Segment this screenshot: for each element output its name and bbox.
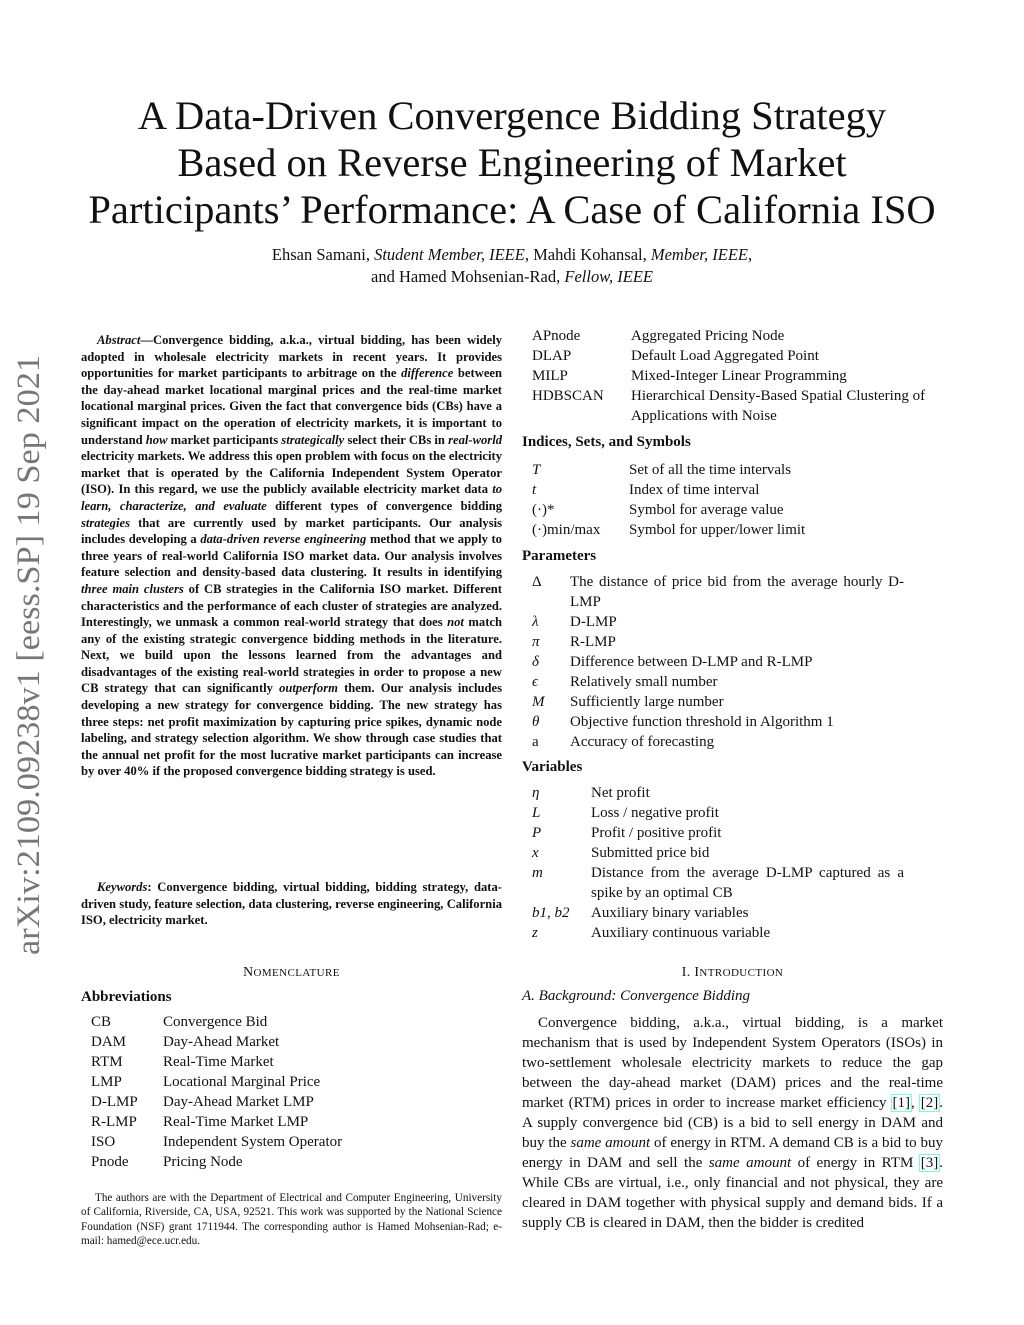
param-value: The distance of price bid from the average hourly D-LMP — [570, 574, 904, 610]
param-value: Sufficiently large number — [570, 694, 724, 710]
param-value: D-LMP — [570, 614, 617, 630]
nomenclature-heading-cap: N — [243, 964, 254, 979]
abbrev-row — [91, 1012, 501, 1032]
abstract-text-2: between the day-ahead market locational marginal prices and the real-time market locational marginal prices. Given the fact that convergence bids (CBs) have a significant impact on the operation of electricity markets, it is important to understand — [81, 366, 502, 447]
abbrev-value: Pricing Node — [163, 1154, 243, 1170]
abbrev-value: Day-Ahead Market LMP — [163, 1094, 314, 1110]
introduction-heading-num: I. — [681, 964, 695, 979]
var-value: Profit / positive profit — [591, 825, 722, 841]
author-line-1 — [60, 244, 964, 266]
param-value: R-LMP — [570, 634, 616, 650]
affiliation-footnote — [81, 1191, 502, 1249]
arxiv-stamp — [2, 350, 52, 960]
abbrev-value: Real-Time Market — [163, 1054, 274, 1070]
abstract-text-6: different types of convergence bidding — [266, 498, 502, 513]
nomenclature-heading — [81, 964, 502, 980]
abbrev-key: MILP — [532, 368, 568, 384]
symbol-value: Set of all the time intervals — [629, 462, 792, 478]
title-line-2: Based on Reverse Engineering of Market — [177, 140, 847, 185]
abbrev-row — [91, 1072, 501, 1092]
abbrev-value: Mixed-Integer Linear Programming — [631, 368, 847, 384]
sets-list — [532, 460, 944, 540]
abbreviations-list-left — [91, 1012, 501, 1172]
abbrev-value: Independent System Operator — [163, 1134, 343, 1150]
var-key: x — [532, 845, 539, 861]
abstract-text-5: electricity markets. We address this open problem with focus on the electricity market that is operated by the California Independent System Operator (ISO). In this regard, we use the publicly available electricity market data — [81, 449, 502, 497]
author-line-2 — [60, 266, 964, 288]
var-value: Loss / negative profit — [591, 805, 719, 821]
abstract-emph-5: to learn, characterize, and evaluate — [81, 482, 502, 513]
intro-text-4: of energy in RTM — [791, 1155, 920, 1171]
abstract-emph-4: real-world — [448, 432, 502, 447]
param-key: λ — [532, 614, 539, 630]
abstract-paragraph — [81, 332, 502, 780]
abbrev-key: D-LMP — [91, 1094, 138, 1110]
abbrev-key: DLAP — [532, 348, 572, 364]
abbrev-value: Day-Ahead Market — [163, 1034, 280, 1050]
symbol-value: Index of time interval — [629, 482, 760, 498]
intro-emph-2: same amount — [708, 1155, 792, 1171]
var-row — [532, 803, 904, 823]
parameters-title: Parameters — [522, 548, 597, 564]
param-row — [532, 712, 904, 732]
abbrev-row — [532, 366, 944, 386]
abstract-dash: — — [140, 333, 153, 347]
var-row — [532, 843, 904, 863]
title-line-1: A Data-Driven Convergence Bidding Strategy — [137, 93, 887, 138]
abbrev-key: RTM — [91, 1054, 123, 1070]
paper-title — [60, 92, 964, 233]
var-value: Submitted price bid — [591, 845, 710, 861]
abbrev-value: Aggregated Pricing Node — [631, 328, 785, 344]
param-row — [532, 652, 904, 672]
param-key: ϵ — [532, 674, 539, 690]
abstract-emph-1: difference — [401, 366, 454, 381]
abbreviations-title: Abbreviations — [81, 989, 172, 1005]
abstract — [81, 332, 502, 780]
param-key: π — [532, 634, 540, 650]
introduction-body — [522, 1013, 943, 1233]
keywords — [81, 879, 502, 929]
abstract-text-8: method that we apply to three years of real-world California ISO market data. Our analysis involves feature selection and density-based data clustering. It results in identifying — [81, 532, 502, 580]
abstract-label: Abstract — [97, 333, 141, 347]
intro-text-1b: , — [911, 1095, 920, 1111]
symbol-value: Symbol for average value — [629, 502, 784, 518]
abstract-text-9: of CB strategies in the California ISO market. Different characteristics and the performance of each cluster of strategies are analyzed. Interestingly, we unmask a common real-world strategy that does — [81, 581, 502, 630]
abstract-emph-8: three main clusters — [81, 581, 184, 596]
abstract-emph-2: how — [145, 432, 168, 447]
intro-emph-1: same amount — [570, 1135, 651, 1151]
var-value: Auxiliary binary variables — [591, 905, 749, 921]
param-row — [532, 692, 904, 712]
param-value: Relatively small number — [570, 674, 718, 690]
var-key: η — [532, 785, 540, 801]
abstract-text-4: select their CBs in — [344, 432, 449, 447]
abbrev-row — [91, 1132, 501, 1152]
param-key: θ — [532, 714, 540, 730]
author-sep-1: , — [524, 245, 534, 264]
abstract-emph-3: strategically — [281, 432, 345, 447]
symbol-row — [532, 500, 944, 520]
abbrev-row — [91, 1092, 501, 1112]
abstract-emph-7: data-driven reverse engineering — [200, 532, 367, 547]
param-key: M — [532, 694, 545, 710]
intro-paragraph — [522, 1013, 943, 1233]
citation-link-2[interactable]: [2] — [920, 1095, 939, 1111]
keywords-label: Keywords — [97, 880, 148, 894]
var-value: Auxiliary continuous variable — [591, 925, 771, 941]
abbreviations-list-right — [532, 326, 944, 426]
var-row — [532, 823, 904, 843]
var-row — [532, 903, 904, 923]
param-row — [532, 632, 904, 652]
citation-link-1[interactable]: [1] — [892, 1095, 910, 1111]
author-sep-2: , — [748, 245, 753, 264]
var-row — [532, 863, 904, 903]
abstract-text-7: that are currently used by market participants. Our analysis includes developing a — [81, 515, 502, 547]
variables-list — [532, 783, 904, 943]
abbrev-row — [532, 326, 944, 346]
symbol-key: (·)* — [532, 502, 555, 518]
symbol-row — [532, 460, 944, 480]
symbol-value: Symbol for upper/lower limit — [629, 522, 806, 538]
abbrev-value: Real-Time Market LMP — [163, 1114, 309, 1130]
param-key: a — [532, 734, 539, 750]
param-row — [532, 732, 904, 752]
abstract-emph-9: not — [447, 615, 464, 630]
abbrev-value: Default Load Aggregated Point — [631, 348, 819, 364]
var-key: m — [532, 865, 543, 881]
nomenclature-heading-rest: OMENCLATURE — [253, 967, 340, 979]
keywords-paragraph — [81, 879, 502, 929]
param-value: Difference between D-LMP and R-LMP — [570, 654, 813, 670]
abstract-text-3: market participants — [167, 432, 282, 447]
symbol-row — [532, 480, 944, 500]
background-subheading: A. Background: Convergence Bidding — [522, 988, 750, 1004]
abbrev-key: DAM — [91, 1034, 127, 1050]
symbol-key: (·)min/max — [532, 522, 601, 538]
arxiv-stamp-graphic — [2, 350, 52, 960]
param-row — [532, 612, 904, 632]
abbrev-key: HDBSCAN — [532, 388, 604, 404]
introduction-heading-cap: I — [694, 964, 700, 979]
author-1-name: Ehsan Samani, — [271, 245, 370, 264]
author-3-name: and Hamed Mohsenian-Rad, — [371, 267, 561, 286]
author-3-role: Fellow, IEEE — [564, 267, 653, 286]
param-row — [532, 672, 904, 692]
abbrev-value: Hierarchical Density-Based Spatial Clustering of Applications with Noise — [631, 388, 926, 424]
citation-link-3[interactable]: [3] — [920, 1155, 939, 1171]
var-key: z — [532, 925, 538, 941]
abbrev-row — [532, 346, 944, 366]
abstract-text-1: Convergence bidding, a.k.a., virtual bidding, has been widely adopted in wholesale electricity markets in recent years. It provides opportunities for market participants to arbitrage on the — [81, 333, 502, 381]
parameters-list — [532, 572, 904, 752]
intro-text-2: . A supply convergence bid (CB) is a bid to sell energy in DAM and buy the — [522, 1095, 943, 1151]
var-row — [532, 783, 904, 803]
var-row — [532, 923, 904, 943]
param-key: δ — [532, 654, 539, 670]
abstract-text-10: match any of the existing strategic convergence bidding methods in the literature. Next, we build upon the lessons learned from the advantages and disadvantages of the existing real-world strategies in order to propose a new CB strategy that can significantly — [81, 615, 502, 696]
var-key: b1, b2 — [532, 905, 570, 921]
keywords-text: : Convergence bidding, virtual bidding, bidding strategy, data-driven study, feature selection, data clustering, reverse engineering, California ISO, electricity market. — [81, 880, 502, 928]
arxiv-stamp-text: arXiv:2109.09238v1 [eess.SP] 19 Sep 2021 — [11, 377, 47, 955]
abbrev-key: APnode — [532, 328, 581, 344]
var-value: Net profit — [591, 785, 650, 801]
abbrev-row — [91, 1052, 501, 1072]
variables-title: Variables — [522, 759, 583, 775]
introduction-heading-rest: NTRODUCTION — [699, 967, 784, 979]
abbrev-key: R-LMP — [91, 1114, 137, 1130]
abbrev-key: Pnode — [91, 1154, 129, 1170]
var-key: P — [532, 825, 542, 841]
param-value: Objective function threshold in Algorithm 1 — [570, 714, 834, 730]
author-1-role: Student Member, IEEE — [374, 245, 525, 264]
intro-text-1: Convergence bidding, a.k.a., virtual bidding, is a market mechanism that is used by Independent System Operators (ISOs) in two-settlement wholesale electricity markets to reduce the gap between the day-ahead market (DAM) prices and the real-time market (RTM) prices in order to increase market efficiency — [522, 1015, 943, 1111]
param-key: Δ — [532, 574, 542, 590]
abbrev-key: ISO — [91, 1134, 116, 1150]
abbrev-row — [532, 386, 944, 426]
abbrev-row — [91, 1152, 501, 1172]
author-block — [60, 244, 964, 288]
abstract-emph-6: strategies — [81, 515, 130, 530]
param-value: Accuracy of forecasting — [570, 734, 715, 750]
abstract-emph-10: outperform — [279, 681, 338, 696]
abbrev-row — [91, 1112, 501, 1132]
abbrev-value: Convergence Bid — [163, 1014, 268, 1030]
title-line-3: Participants’ Performance: A Case of California ISO — [88, 187, 936, 232]
sets-title: Indices, Sets, and Symbols — [522, 434, 691, 450]
var-key: L — [532, 805, 541, 821]
intro-text-5: . While CBs are virtual, i.e., only financial and not physical, they are cleared in DAM together with physical supply and demand bids. If a supply CB is cleared in DAM, then the bidder is credited — [522, 1155, 943, 1231]
symbol-row — [532, 520, 944, 540]
author-2-role: Member, IEEE — [650, 245, 748, 264]
var-value: Distance from the average D-LMP captured as a spike by an optimal CB — [591, 865, 904, 901]
intro-text-3: of energy in RTM. A demand CB is a bid to buy energy in DAM and sell the — [522, 1135, 943, 1171]
introduction-heading — [522, 964, 943, 980]
footnote-text: The authors are with the Department of Electrical and Computer Engineering, University of California, Riverside, CA, USA, 92521. This work was supported by the National Science Foundation (NSF) grant 1711944. The corresponding author is Hamed Mohsenian-Rad; e-mail: hamed@ece.ucr.edu. — [81, 1192, 502, 1248]
abstract-text-11: them. Our analysis includes developing a new strategy for convergence bidding. The new strategy has three steps: net profit maximization by capturing price spikes, dynamic node labeling, and strategy selection algorithm. We show through case studies that the annual net profit for the most lucrative market participants can increase by over 40% if the proposed convergence bidding strategy is used. — [81, 681, 503, 779]
symbol-key: T — [532, 462, 541, 478]
author-2-name: Mahdi Kohansal, — [533, 245, 647, 264]
abbrev-value: Locational Marginal Price — [163, 1074, 321, 1090]
param-row — [532, 572, 904, 612]
abbrev-row — [91, 1032, 501, 1052]
symbol-key: t — [532, 482, 537, 498]
abbrev-key: CB — [91, 1014, 112, 1030]
abbrev-key: LMP — [91, 1074, 122, 1090]
